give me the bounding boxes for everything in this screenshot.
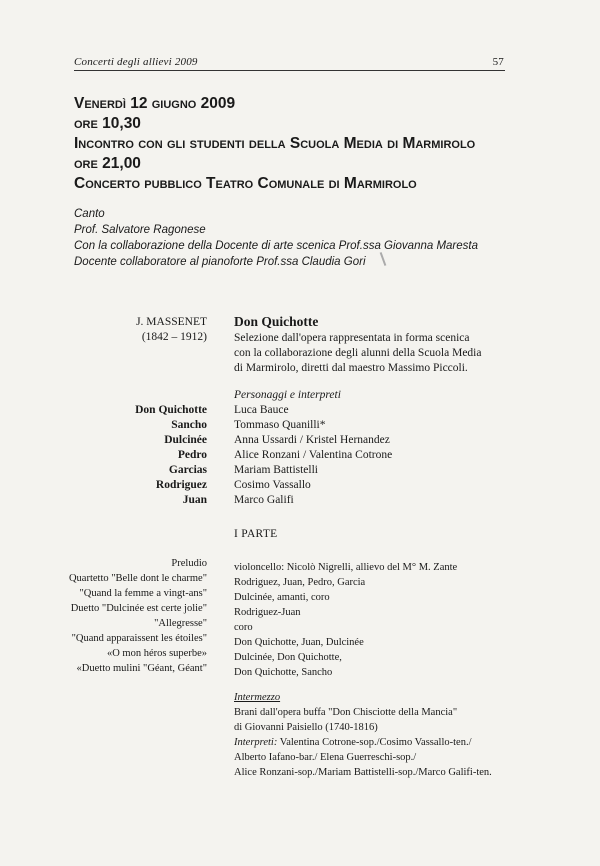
piece-performers: Rodriguez-Juan (234, 607, 301, 618)
composer (136, 315, 207, 345)
roles-list (135, 403, 207, 508)
event-date: Venerdì 12 giugno 2009 (74, 95, 236, 112)
intro-line: Canto (74, 208, 105, 220)
piece: Preludio (171, 558, 207, 569)
piece-performers: violoncello: Nicolò Nigrelli, allievo del M° M. Zante (234, 562, 458, 573)
piece-performers: Dulcinée, amanti, coro (234, 592, 330, 603)
piece: «O mon héros superbe» (106, 648, 207, 659)
performer: Luca Bauce (234, 404, 289, 416)
event-time-1: ore 10,30 (74, 115, 141, 132)
interpreters-line: Alice Ronzani-sop./Mariam Battistelli-sop./Marco Galifi-ten. (234, 767, 492, 778)
intro-line: Prof. Salvatore Ragonese (74, 224, 206, 236)
description-line: Selezione dall'opera rappresentata in forma scenica (234, 332, 470, 344)
composer-name: J. MASSENET (136, 316, 207, 328)
performer: Tommaso Quanilli* (234, 419, 326, 431)
interpreters-line: Alberto Iafano-bar./ Elena Guerreschi-sop./ (234, 752, 417, 763)
description-line: di Marmirolo, diretti dal maestro Massimo Piccoli. (234, 362, 468, 374)
performer: Mariam Battistelli (234, 464, 318, 476)
piece-performers: Dulcinée, Don Quichotte, (234, 652, 342, 663)
piece: "Quand apparaissent les étoiles" (71, 633, 207, 644)
piece-performers: Don Quichotte, Juan, Dulcinée (234, 637, 364, 648)
performer: Alice Ronzani / Valentina Cotrone (234, 449, 393, 461)
part-label: I PARTE (234, 528, 278, 540)
interpreters-line: Valentina Cotrone-sop./Cosimo Vassallo-ten./ (277, 737, 472, 748)
piece: Quartetto "Belle dont le charme" (68, 573, 207, 584)
event-item-2: Concerto pubblico Teatro Comunale di Marmirolo (74, 175, 417, 192)
intro-block (74, 206, 534, 270)
running-title: Concerti degli allievi 2009 (74, 56, 198, 68)
work-description (234, 331, 534, 376)
work-title: Don Quichotte (234, 314, 319, 329)
intermezzo-interpreters (234, 735, 534, 750)
piece: "Allegresse" (154, 618, 207, 629)
cast-heading: Personaggi e interpreti (234, 389, 341, 401)
event-headline (74, 94, 534, 194)
event-time-2: ore 21,00 (74, 155, 141, 172)
interpreters-label: Interpreti: (234, 737, 278, 748)
role: Don Quichotte (135, 404, 207, 416)
intermezzo-heading: Intermezzo (234, 692, 281, 703)
intermezzo-line: Brani dall'opera buffa "Don Chisciotte della Mancia" (234, 707, 458, 718)
header-rule (74, 70, 505, 71)
event-item-1: Incontro con gli studenti della Scuola Media di Marmirolo (74, 135, 476, 152)
piece: «Duetto mulini "Géant, Géant" (76, 663, 207, 674)
interpreters-list (234, 388, 534, 508)
piece: "Quand la femme a vingt-ans" (79, 588, 207, 599)
piece-performers: Don Quichotte, Sancho (234, 667, 333, 678)
intermezzo-block (234, 690, 534, 780)
role: Juan (182, 494, 207, 506)
intro-line: Con la collaborazione della Docente di arte scenica Prof.ssa Giovanna Maresta (74, 240, 478, 252)
piece-performers-list (234, 560, 534, 680)
performer: Cosimo Vassallo (234, 479, 311, 491)
page-number: 57 (492, 56, 504, 68)
work-block (234, 313, 534, 376)
piece: Duetto "Dulcinée est certe jolie" (70, 603, 207, 614)
role: Pedro (177, 449, 207, 461)
role: Garcias (168, 464, 207, 476)
intermezzo-line: di Giovanni Paisiello (1740-1816) (234, 722, 378, 733)
performer: Marco Galifi (234, 494, 294, 506)
performer: Anna Ussardi / Kristel Hernandez (234, 434, 390, 446)
running-head (74, 56, 504, 68)
role: Dulcinée (164, 434, 207, 446)
piece-performers: Rodriguez, Juan, Pedro, Garcia (234, 577, 366, 588)
pieces-list (69, 556, 207, 676)
role: Rodriguez (155, 479, 207, 491)
composer-dates: (1842 – 1912) (141, 331, 207, 343)
piece-performers: coro (234, 622, 253, 633)
intro-line: Docente collaboratore al pianoforte Prof.ssa Claudia Gori (74, 256, 366, 268)
role: Sancho (171, 419, 207, 431)
description-line: con la collaborazione degli alunni della Scuola Media (234, 347, 482, 359)
